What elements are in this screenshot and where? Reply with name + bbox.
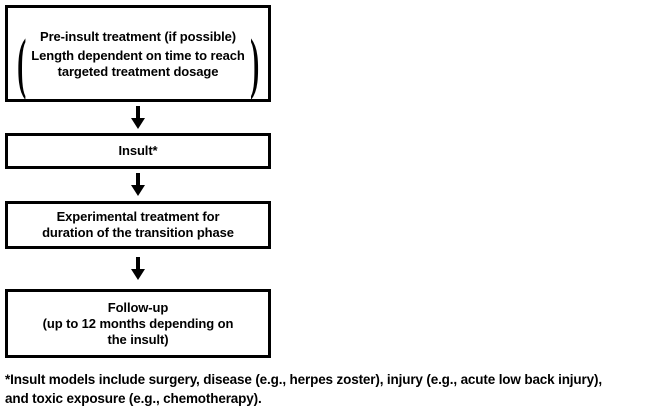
footnote-line-2: and toxic exposure (e.g., chemotherapy). bbox=[5, 391, 262, 406]
node-title-pre-insult: Pre-insult treatment (if possible) bbox=[40, 29, 236, 44]
node-text-experimental-line-1: Experimental treatment for bbox=[56, 209, 220, 224]
flow-node-insult bbox=[5, 133, 271, 169]
node-text-follow-up-line-1: (up to 12 months depending on bbox=[42, 315, 234, 331]
node-subtext-line-1: Length dependent on time to reach bbox=[31, 48, 245, 63]
flow-node-experimental-treatment bbox=[5, 201, 271, 249]
connector-arrow-1 bbox=[5, 102, 271, 133]
node-title-follow-up: Follow-up bbox=[107, 299, 169, 315]
node-subtext-line-2: targeted treatment dosage bbox=[57, 64, 219, 79]
flowchart bbox=[5, 5, 271, 358]
right-parenthesis-icon: ) bbox=[249, 23, 259, 102]
connector-arrow-2 bbox=[5, 169, 271, 201]
node-subtext-pre-insult bbox=[26, 48, 249, 80]
node-text-follow-up-line-2: the insult) bbox=[107, 331, 169, 347]
down-arrow-icon bbox=[130, 106, 146, 130]
node-text-experimental-line-2: duration of the transition phase bbox=[42, 225, 234, 240]
node-title-insult: Insult* bbox=[118, 143, 158, 158]
down-arrow-icon bbox=[130, 173, 146, 197]
flow-node-pre-insult-treatment bbox=[5, 5, 271, 102]
footnote bbox=[5, 370, 665, 408]
down-arrow-icon bbox=[130, 257, 146, 281]
footnote-line-1: *Insult models include surgery, disease (e.g., herpes zoster), injury (e.g., acute low back injury), bbox=[5, 372, 602, 387]
connector-arrow-3 bbox=[5, 249, 271, 289]
left-parenthesis-icon: ( bbox=[17, 23, 27, 102]
flow-node-follow-up bbox=[5, 289, 271, 358]
